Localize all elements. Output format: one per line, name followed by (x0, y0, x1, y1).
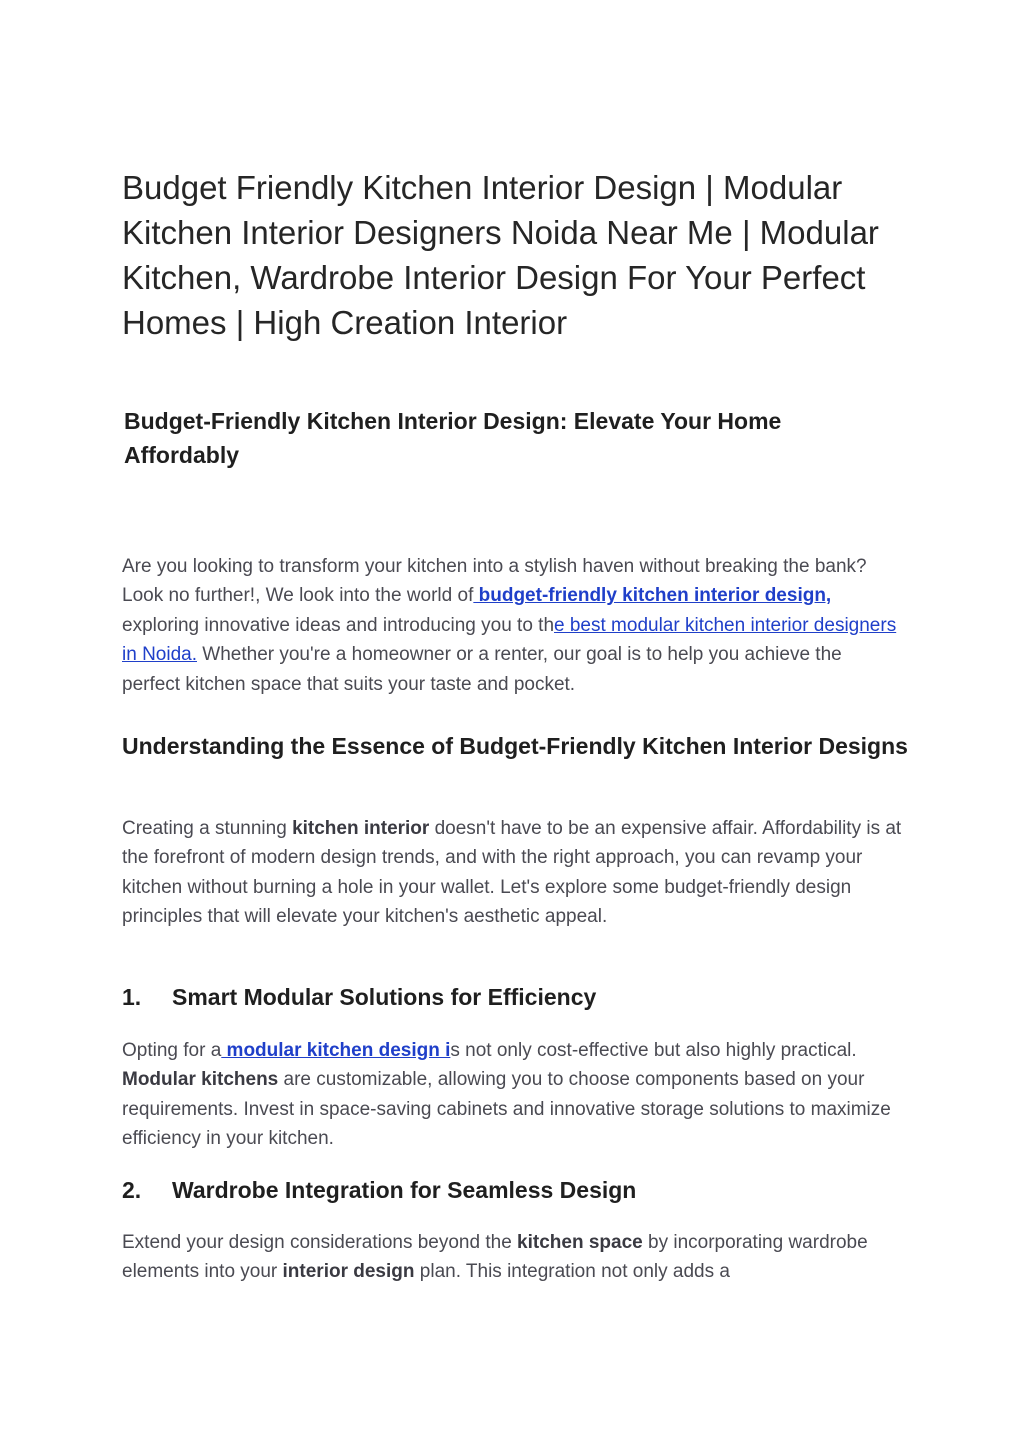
essence-heading: Understanding the Essence of Budget-Friendly Kitchen Interior Designs (122, 733, 908, 759)
intro-paragraph (122, 552, 902, 699)
wardrobe-heading-text: Wardrobe Integration for Seamless Design (172, 1177, 637, 1203)
modular-paragraph (122, 1036, 902, 1154)
budget-friendly-kitchen-link[interactable]: budget-friendly kitchen interior design, (473, 585, 832, 607)
intro-text-2: exploring innovative ideas and introducing you to th (122, 614, 555, 636)
document-subtitle: Budget-Friendly Kitchen Interior Design: Elevate Your Home Affordably (124, 408, 782, 468)
wardrobe-paragraph (122, 1228, 902, 1287)
modular-text-1: Opting for a (122, 1040, 222, 1061)
modular-kitchen-designers-noida-link[interactable]: e best modular kitchen interior designers in Noida. (122, 614, 897, 666)
intro-text-3: Whether you're a homeowner or a renter, our goal is to help you achieve the perfect kitchen space that suits your taste and pocket. (122, 644, 842, 695)
document-title: Budget Friendly Kitchen Interior Design | Modular Kitchen Interior Designers Noida Near Me | Modular Kitchen, Wardrobe Interior Design For Your Perfect Homes | High Creation Interior (122, 169, 879, 341)
essence-paragraph (122, 814, 902, 932)
wardrobe-text-2: by incorporating wardrobe elements into your (122, 1232, 868, 1283)
modular-bold-1: Modular kitchens (122, 1069, 279, 1091)
essence-text-2: doesn't have to be an expensive affair. Affordability is at the forefront of modern design trends, and with the right approach, you can revamp your kitchen without burning a hole in your wallet. Let's explore some budget-friendly design principles that will elevate your kitchen's aesthetic appeal. (122, 818, 902, 928)
wardrobe-bold-1: kitchen space (517, 1232, 643, 1253)
essence-text-1: Creating a stunning (122, 818, 293, 839)
modular-heading-text: Smart Modular Solutions for Efficiency (172, 984, 597, 1010)
essence-bold-1: kitchen interior (292, 818, 430, 839)
modular-heading (122, 981, 902, 1013)
modular-kitchen-design-link[interactable]: modular kitchen design i (221, 1040, 451, 1061)
intro-text-1: Are you looking to transform your kitchen into a stylish haven without breaking the bank? Look no further!, We look into the world of (122, 556, 867, 607)
wardrobe-text-1: Extend your design considerations beyond the (122, 1232, 518, 1253)
modular-text-3: are customizable, allowing you to choose components based on your requirements. Invest in space-saving cabinets and innovative storage solutions to maximize efficiency in your kitchen. (122, 1069, 891, 1150)
wardrobe-heading-number: 2. (122, 1177, 142, 1203)
wardrobe-heading (122, 1174, 902, 1206)
modular-heading-number: 1. (122, 984, 142, 1010)
modular-text-2: s not only cost-effective but also highly practical. (450, 1040, 857, 1061)
wardrobe-text-3: plan. This integration not only adds a (414, 1261, 730, 1283)
wardrobe-bold-2: interior design (282, 1261, 415, 1283)
